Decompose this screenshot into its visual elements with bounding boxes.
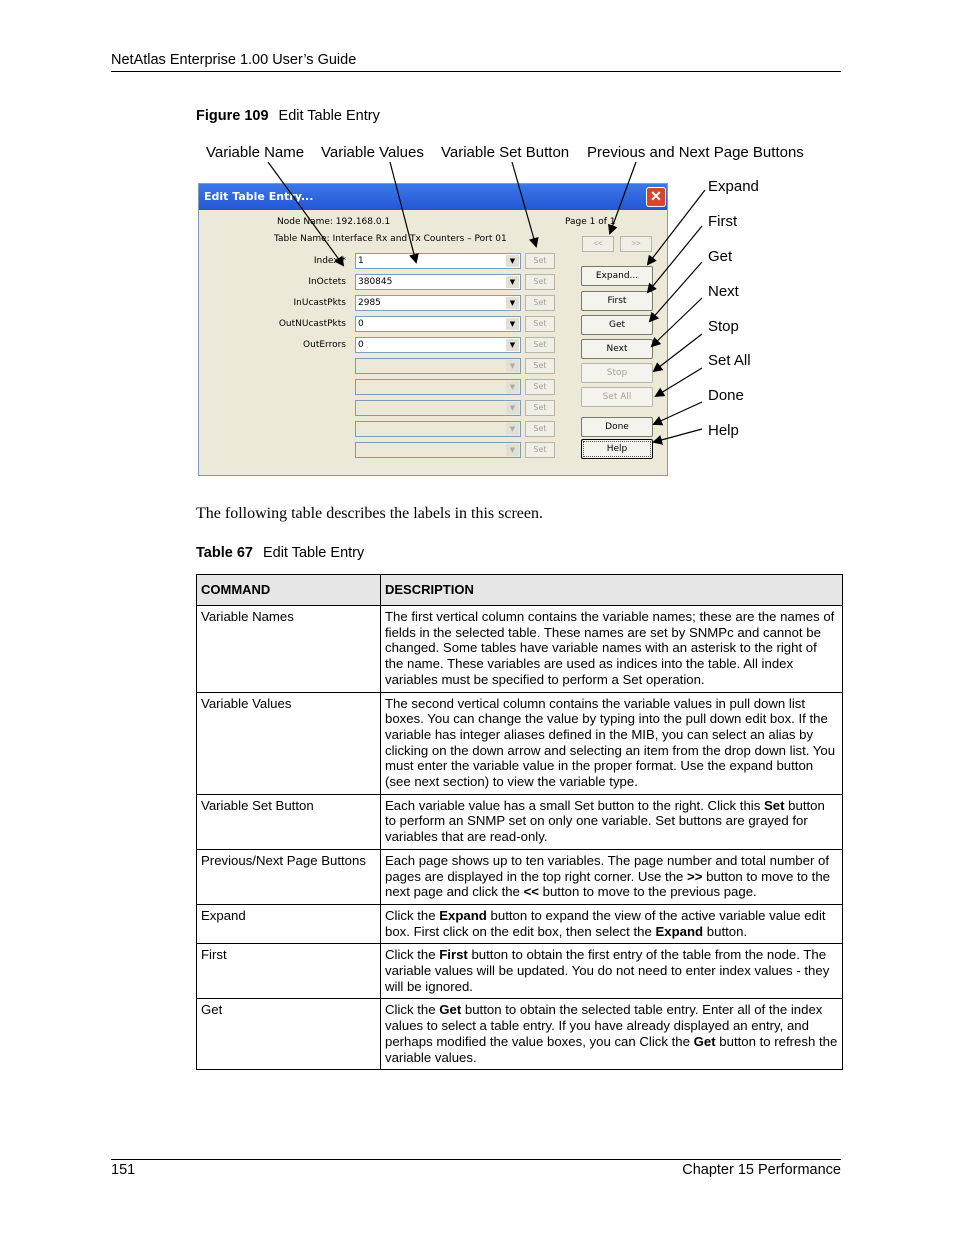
set-button[interactable]: Set	[525, 295, 555, 311]
dropdown-arrow-icon[interactable]: ▼	[506, 318, 519, 330]
dialog-title: Edit Table Entry...	[204, 190, 314, 203]
variable-name: OutErrors	[303, 340, 346, 350]
table-row	[197, 944, 843, 999]
arrow-done	[654, 402, 702, 424]
set-button-disabled: Set	[525, 379, 555, 395]
arrow-set-all	[656, 368, 702, 396]
dropdown-arrow-icon: ▼	[506, 402, 519, 414]
callout-prev-next-buttons: Previous and Next Page Buttons	[587, 144, 804, 161]
get-button[interactable]: Get	[581, 315, 653, 335]
table-name: Table Name: Interface Rx and Tx Counters – Port 01	[274, 234, 507, 244]
first-button[interactable]: First	[581, 291, 653, 311]
figure-number: Figure 109	[196, 108, 269, 124]
dropdown-arrow-icon: ▼	[506, 444, 519, 456]
variable-value: 1	[358, 256, 364, 266]
set-button[interactable]: Set	[525, 253, 555, 269]
set-button-disabled: Set	[525, 358, 555, 374]
arrow-get	[650, 262, 702, 321]
expand-button[interactable]: Expand...	[581, 266, 653, 286]
set-button-disabled: Set	[525, 442, 555, 458]
callout-get: Get	[708, 248, 733, 265]
description-cell: Each page shows up to ten variables. The page number and total number of pages are displayed in the top right corner. Use the >> button to move to the next page and click the << button to move to the previous page.	[381, 849, 843, 904]
arrow-variable-name	[268, 162, 343, 265]
arrow-variable-set	[512, 162, 536, 246]
table-row	[197, 849, 843, 904]
description-table	[196, 574, 843, 1070]
command-cell: First	[197, 944, 381, 999]
command-cell: Variable Names	[197, 606, 381, 693]
callout-variable-set-button: Variable Set Button	[441, 144, 570, 161]
table-title: Edit Table Entry	[262, 545, 365, 561]
dropdown-arrow-icon: ▼	[506, 381, 519, 393]
set-button-disabled: Set	[525, 421, 555, 437]
description-cell: The second vertical column contains the variable values in pull down list boxes. You can change the value by typing into the pull down edit box. If the variable has integer aliases defined in the MIB, you can select an alias by clicking on the down arrow and selecting an item from the drop down list. You must enter the variable value in the proper format. Use the expand button (see next section) to view the variable type.	[381, 692, 843, 794]
table-row	[197, 692, 843, 794]
next-button[interactable]: Next	[581, 339, 653, 359]
set-button[interactable]: Set	[525, 316, 555, 332]
next-page-button[interactable]: >>	[620, 236, 652, 252]
node-name: Node Name: 192.168.0.1	[277, 217, 391, 227]
callout-done: Done	[708, 387, 744, 404]
description-cell: The first vertical column contains the variable names; these are the names of fields in the selected table. These names are set by SNMPc and cannot be changed. Some tables have variable names with an asterisk to the right of the name. These variables are used as indices into the table. All index variables must be specified to perform a Set operation.	[381, 606, 843, 693]
table-row	[197, 794, 843, 849]
command-cell: Variable Values	[197, 692, 381, 794]
variable-value: 2985	[358, 298, 381, 308]
header-description: DESCRIPTION	[381, 575, 843, 606]
arrow-help	[654, 429, 702, 442]
set-button[interactable]: Set	[525, 337, 555, 353]
stop-button[interactable]: Stop	[581, 363, 653, 383]
done-button[interactable]: Done	[581, 417, 653, 437]
callout-stop: Stop	[708, 318, 739, 335]
variable-value: 380845	[358, 277, 393, 287]
chapter-title: Chapter 15 Performance	[682, 1162, 841, 1178]
callout-arrows	[0, 0, 954, 500]
table-row	[197, 606, 843, 693]
close-icon[interactable]: ✕	[646, 187, 666, 207]
command-cell: Get	[197, 999, 381, 1070]
callout-first: First	[708, 213, 738, 230]
arrow-expand	[648, 190, 705, 264]
callout-next: Next	[708, 283, 739, 300]
help-button[interactable]: Help	[581, 439, 653, 459]
table-number: Table 67	[196, 545, 253, 561]
variable-name: InUcastPkts	[293, 298, 346, 308]
command-cell: Variable Set Button	[197, 794, 381, 849]
dropdown-arrow-icon[interactable]: ▼	[506, 276, 519, 288]
variable-value: 0	[358, 319, 364, 329]
variable-name: InOctets	[308, 277, 346, 287]
set-button-disabled: Set	[525, 400, 555, 416]
dropdown-arrow-icon[interactable]: ▼	[506, 255, 519, 267]
prev-page-button[interactable]: <<	[582, 236, 614, 252]
footer-rule	[111, 1159, 841, 1160]
header-command: COMMAND	[197, 575, 381, 606]
callout-expand: Expand	[708, 178, 759, 195]
dropdown-arrow-icon: ▼	[506, 360, 519, 372]
description-cell: Click the Get button to obtain the selected table entry. Enter all of the index values to select a table entry. If you have already displayed an entry, and perhaps modified the value boxes, you can Click the Get button to refresh the variable values.	[381, 999, 843, 1070]
callout-variable-values: Variable Values	[321, 144, 424, 161]
dropdown-arrow-icon[interactable]: ▼	[506, 339, 519, 351]
callout-help: Help	[708, 422, 739, 439]
arrow-variable-values	[390, 162, 416, 262]
page-info: Page 1 of 1	[565, 217, 616, 227]
set-button[interactable]: Set	[525, 274, 555, 290]
callout-set-all: Set All	[708, 352, 751, 369]
arrow-prev-next	[610, 162, 636, 233]
arrow-next	[652, 298, 702, 346]
arrow-stop	[654, 334, 702, 371]
table-row	[197, 904, 843, 943]
intro-paragraph: The following table describes the labels in this screen.	[196, 505, 544, 522]
command-cell: Expand	[197, 904, 381, 943]
command-cell: Previous/Next Page Buttons	[197, 849, 381, 904]
description-cell: Click the Expand button to expand the view of the active variable value edit box. First click on the edit box, then select the Expand button.	[381, 904, 843, 943]
callout-variable-name: Variable Name	[206, 144, 305, 161]
variable-name: OutNUcastPkts	[278, 319, 346, 329]
dropdown-arrow-icon[interactable]: ▼	[506, 297, 519, 309]
dropdown-arrow-icon: ▼	[506, 423, 519, 435]
figure-title: Edit Table Entry	[278, 108, 380, 124]
table-caption	[196, 545, 364, 561]
table-header-row	[197, 575, 843, 606]
variable-value: 0	[358, 340, 364, 350]
arrow-first	[648, 226, 702, 292]
running-header: NetAtlas Enterprise 1.00 User’s Guide	[111, 52, 357, 68]
description-cell: Click the First button to obtain the first entry of the table from the node. The variable values will be updated. You do not need to enter index values - they will be ignored.	[381, 944, 843, 999]
description-cell: Each variable value has a small Set button to the right. Click this Set button to perform an SNMP set on only one variable. Set buttons are grayed for variables that are read-only.	[381, 794, 843, 849]
page-number: 151	[111, 1162, 136, 1178]
variable-name: Index *	[313, 256, 346, 266]
table-row	[197, 999, 843, 1070]
set-all-button[interactable]: Set All	[581, 387, 653, 407]
